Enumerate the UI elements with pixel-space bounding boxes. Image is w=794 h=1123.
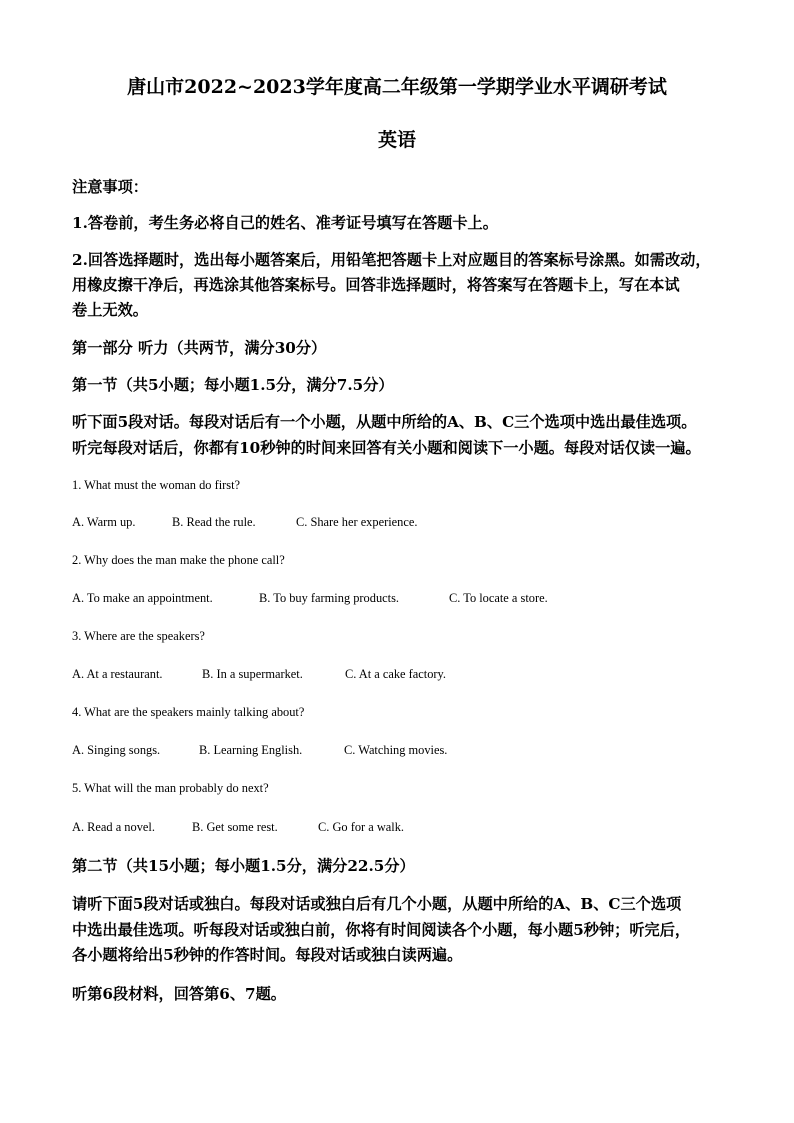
question-5-option-c: C. Go for a walk. (318, 820, 405, 834)
question-5-option-a: A. Read a novel. (72, 820, 155, 834)
section1-heading: 第一节（共5小题；每小题1.5分，满分7.5分） (72, 376, 394, 394)
question-2-option-b: B. To buy farming products. (259, 591, 400, 605)
question-2-stem: 2. Why does the man make the phone call? (72, 553, 285, 567)
section2-instruction-line-1: 请听下面5段对话或独白。每段对话或独白后有几个小题，从题中所给的A、B、C三个选项 (72, 895, 682, 913)
question-1-option-c: C. Share her experience. (296, 515, 418, 529)
part1-heading: 第一部分 听力（共两节，满分30分） (72, 339, 327, 357)
question-2-option-c: C. To locate a store. (449, 591, 548, 605)
question-1-option-b: B. Read the rule. (172, 515, 256, 529)
question-3-options (72, 667, 446, 682)
question-4-stem: 4. What are the speakers mainly talking about? (72, 705, 305, 719)
question-3-option-a: A. At a restaurant. (72, 667, 163, 681)
question-4-option-b: B. Learning English. (199, 743, 303, 757)
notice-item-1: 1.答卷前，考生务必将自己的姓名、准考证号填写在答题卡上。 (72, 214, 498, 232)
notice-item-2-line-3: 卷上无效。 (72, 301, 148, 319)
question-2-options (72, 591, 548, 606)
exam-title: 唐山市2022~2023学年度高二年级第一学期学业水平调研考试 (127, 76, 667, 98)
notice-item-2-line-1: 2.回答选择题时，选出每小题答案后，用铅笔把答题卡上对应题目的答案标号涂黑。如需改动， (72, 251, 711, 269)
question-3-option-c: C. At a cake factory. (345, 667, 447, 681)
section1-instruction-line-2: 听完每段对话后，你都有10秒钟的时间来回答有关小题和阅读下一小题。每段对话仅读一遍。 (72, 439, 701, 457)
material-6-heading: 听第6段材料，回答第6、7题。 (72, 985, 286, 1003)
question-3-option-b: B. In a supermarket. (202, 667, 303, 681)
section2-heading: 第二节（共15小题；每小题1.5分，满分22.5分） (72, 857, 415, 875)
subject-title: 英语 (377, 129, 416, 151)
question-5-stem: 5. What will the man probably do next? (72, 781, 269, 795)
question-1-option-a: A. Warm up. (72, 515, 136, 529)
question-3-stem: 3. Where are the speakers? (72, 629, 205, 643)
question-4-options (72, 743, 447, 758)
question-5-option-b: B. Get some rest. (192, 820, 278, 834)
notice-item-2-line-2: 用橡皮擦干净后，再选涂其他答案标号。回答非选择题时，将答案写在答题卡上，写在本试 (72, 276, 680, 294)
question-4-option-a: A. Singing songs. (72, 743, 161, 757)
question-2-option-a: A. To make an appointment. (72, 591, 213, 605)
question-5-options (72, 820, 404, 835)
question-4-option-c: C. Watching movies. (344, 743, 448, 757)
notice-heading: 注意事项： (72, 178, 148, 196)
section1-instruction-line-1: 听下面5段对话。每段对话后有一个小题，从题中所给的A、B、C三个选项中选出最佳选项。 (72, 413, 697, 431)
section2-instruction-line-2: 中选出最佳选项。听每段对话或独白前，你将有时间阅读各个小题，每小题5秒钟；听完后， (72, 921, 691, 939)
question-1-options (72, 515, 417, 530)
question-1-stem: 1. What must the woman do first? (72, 478, 241, 492)
section2-instruction-line-3: 各小题将给出5秒钟的作答时间。每段对话或独白读两遍。 (72, 946, 463, 964)
